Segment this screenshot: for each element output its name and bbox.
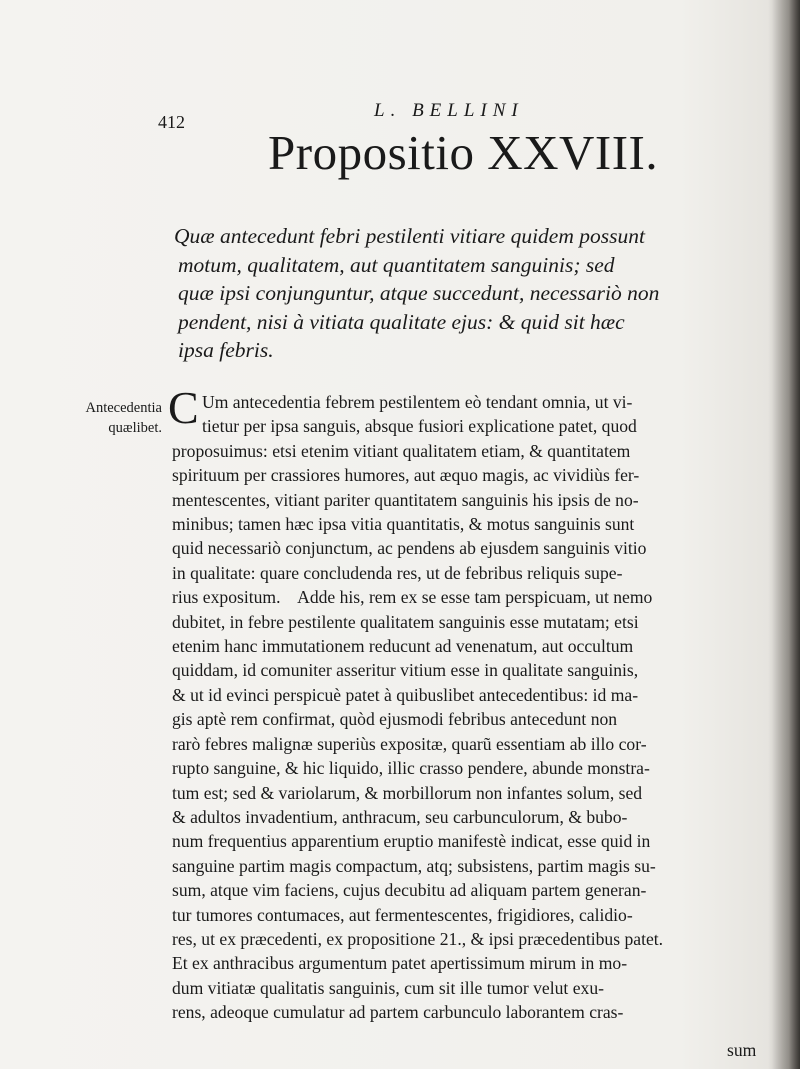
body-line: minibus; tamen hæc ipsa vitia quantitatis, & motus sanguinis sunt xyxy=(172,514,635,535)
body-line: tum est; sed & variolarum, & morbillorum non infantes solum, sed xyxy=(172,782,643,803)
body-line: rens, adeoque cumulatur ad partem carbunculo laborantem cras- xyxy=(172,1002,624,1023)
proposition-enunciation xyxy=(174,222,766,365)
body-line: dum vitiatæ qualitatis sanguinis, cum sit ille tumor velut exu- xyxy=(172,977,604,998)
body-line: quid necessariò conjunctum, ac pendens ab ejusdem sanguinis vitio xyxy=(172,538,647,559)
margin-note-line: quælibet. xyxy=(108,420,162,436)
body-line: tur tumores contumaces, aut fermentescentes, frigidiores, calidio- xyxy=(172,904,633,925)
enunciation-line: pendent, nisi à vitiata qualitate ejus: & quid sit hæc xyxy=(178,309,625,334)
body-line: rius expositum. Adde his, rem ex se esse tam perspicuam, ut nemo xyxy=(172,587,653,608)
running-head: L. BELLINI xyxy=(374,100,524,121)
body-line: & adultos invadentium, anthracum, seu carbunculorum, & bubo- xyxy=(172,806,628,827)
body-line: dubitet, in febre pestilente qualitatem sanguinis esse mutatam; etsi xyxy=(172,611,639,632)
body-line: spirituum per crassiores humores, aut æquo magis, ac vividiùs fer- xyxy=(172,465,640,486)
margin-note xyxy=(62,398,162,438)
catchword: sum xyxy=(727,1040,757,1060)
body-line: gis aptè rem confirmat, quòd ejusmodi febribus antecedunt non xyxy=(172,709,618,730)
margin-note-line: Antecedentia xyxy=(85,400,162,416)
body-line: in qualitate: quare concludenda res, ut de febribus reliquis supe- xyxy=(172,562,623,583)
body-line: res, ut ex præcedenti, ex propositione 21., & ipsi præcedentibus patet. xyxy=(172,928,664,949)
body-line: rarò febres malignæ superiùs expositæ, quarũ essentiam ab illo cor- xyxy=(172,733,647,754)
body-line: mentescentes, vitiant pariter quantitatem sanguinis his ipsis de no- xyxy=(172,489,639,510)
proposition-title: Propositio XXVIII. xyxy=(268,125,659,180)
body-line: rupto sanguine, & hic liquido, illic crasso pendere, abunde monstra- xyxy=(172,758,650,779)
body-line: quiddam, id comuniter asseritur vitium esse in qualitate sanguinis, xyxy=(172,660,639,681)
enunciation-line: quæ ipsi conjunguntur, atque succedunt, necessariò non xyxy=(178,281,660,305)
body-line: Um antecedentia febrem pestilentem eò tendant omnia, ut vi- xyxy=(202,392,633,412)
enunciation-line: motum, qualitatem, aut quantitatem sanguinis; sed xyxy=(178,252,615,277)
body-line: num frequentius apparentium eruptio manifestè indicat, esse quid in xyxy=(172,831,651,852)
body-line: sanguine partim magis compactum, atq; subsistens, partim magis su- xyxy=(172,855,656,876)
body-text xyxy=(172,390,766,1025)
body-line: etenim hanc immutationem reducunt ad venenatum, aut occultum xyxy=(172,636,634,657)
body-line: Et ex anthracibus argumentum patet apertissimum mirum in mo- xyxy=(172,953,628,974)
body-line: tietur per ipsa sanguis, absque fusiori explicatione patet, quod xyxy=(202,416,637,437)
body-line: proposuimus: etsi etenim vitiant qualitatem etiam, & quantitatem xyxy=(172,440,631,461)
enunciation-line: ipsa febris. xyxy=(178,338,274,362)
page-number: 412 xyxy=(158,112,185,132)
drop-cap: C xyxy=(168,382,199,433)
body-line: sum, atque vim faciens, cujus decubitu ad aliquam partem generan- xyxy=(172,880,647,901)
page-gutter-shadow xyxy=(772,0,800,1069)
enunciation-line: Quæ antecedunt febri pestilenti vitiare quidem possunt xyxy=(174,224,645,248)
body-line: & ut id evinci perspicuè patet à quibuslibet antecedentibus: id ma- xyxy=(172,684,639,705)
